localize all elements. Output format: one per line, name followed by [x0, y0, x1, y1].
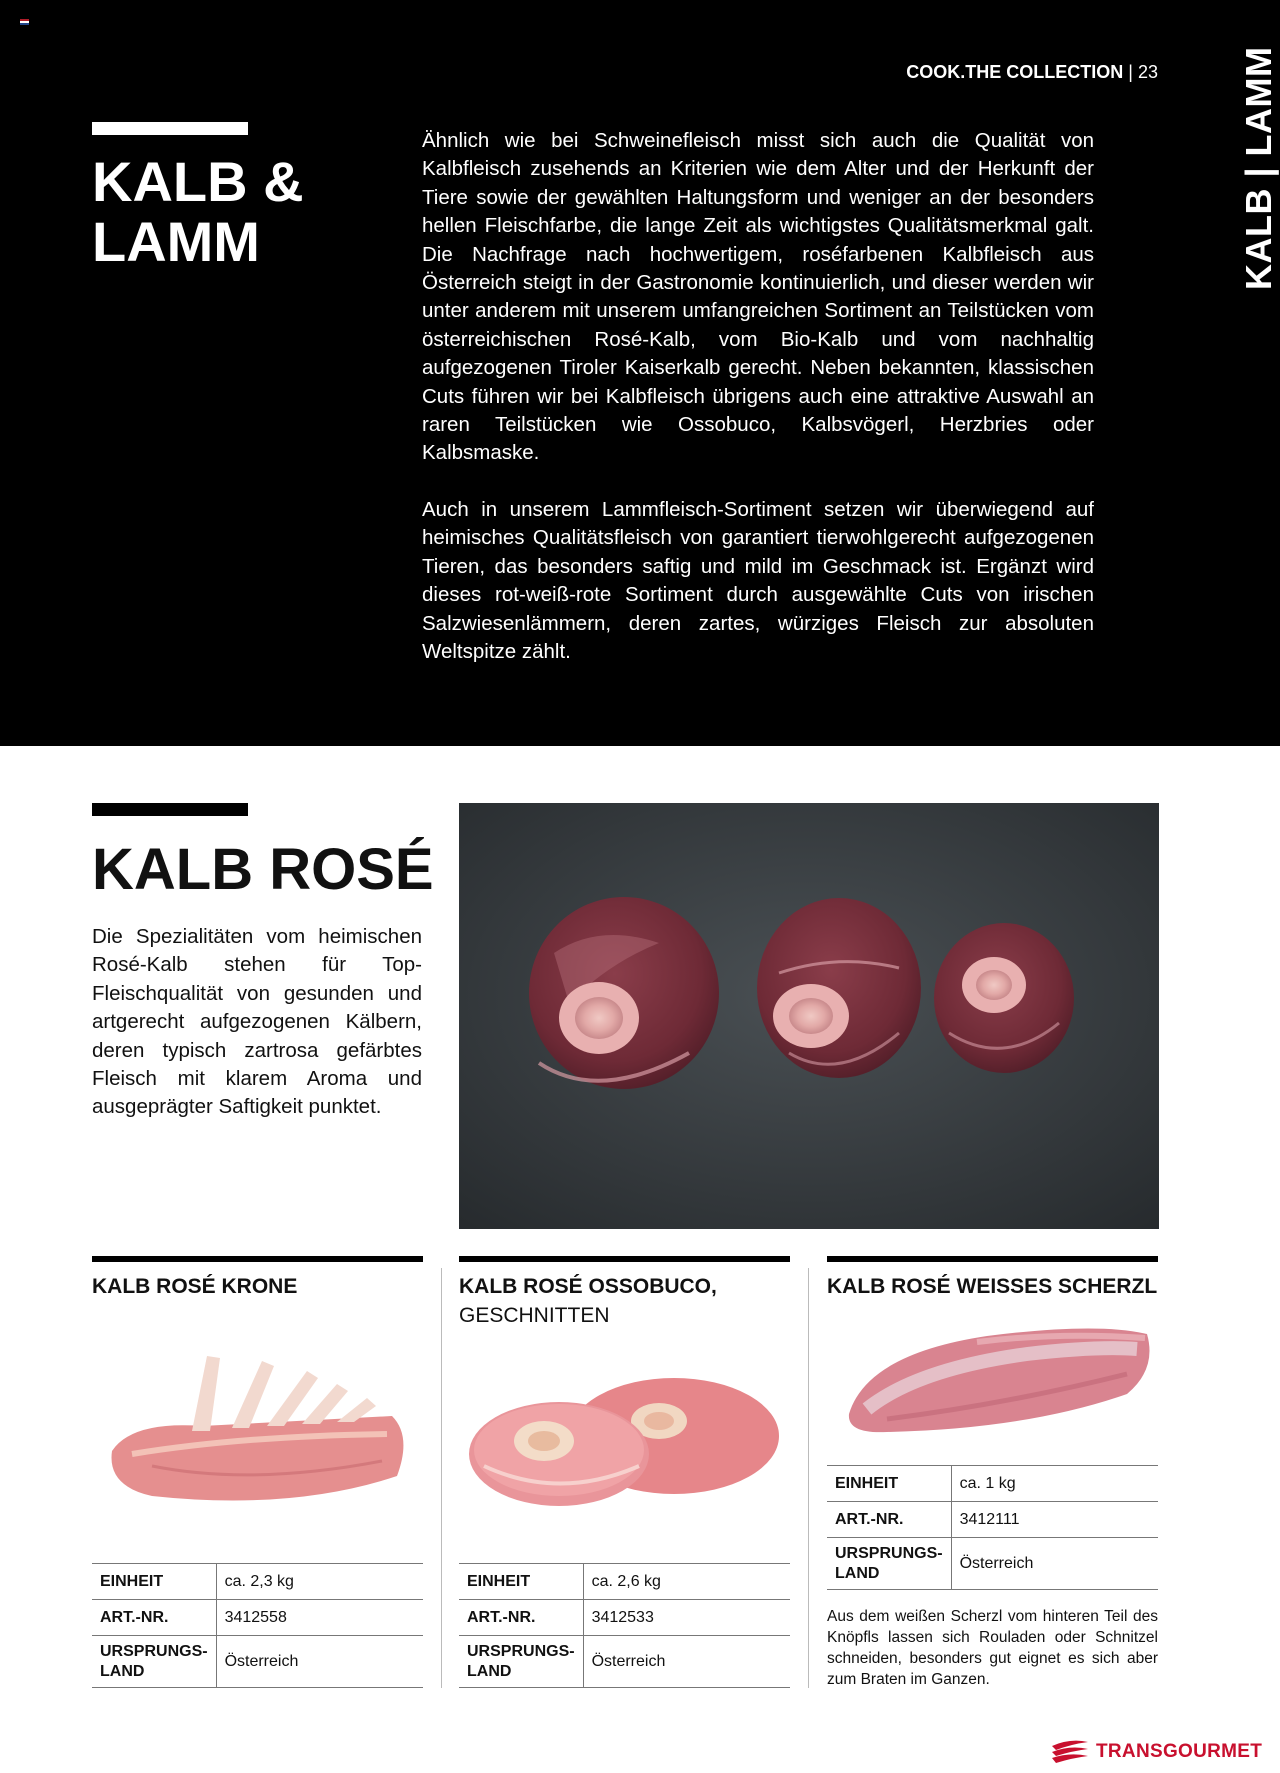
spec-value-origin: Österreich: [583, 1636, 790, 1688]
product-rule: [459, 1256, 790, 1262]
intro-paragraph: Ähnlich wie bei Schweinefleisch misst sich auch die Qualität von Kalbfleisch zusehends an Kriterien wie dem Alter und der Herkunft der Tiere sowie der gewählten Haltungsform und weniger an der besonders hellen Fleischfarbe, die lange Zeit als wichtigstes Qualitätsmerkmal galt. Die Nachfrage nach hochwertigem, roséfarbenen Kalbfleisch aus Österreich steigt in der Gastronomie kontinuierlich, und dieser werden wir unter anderem mit unserem umfangreichen Sortiment an Teilstücken vom österreichischen Rosé-Kalb, vom Bio-Kalb und vom nachhaltig aufgezogenen Tiroler Kaiserkalb gerecht. Neben bekannten, klassischen Cuts führen wir bei Kalbfleisch übrigens auch eine attraktive Auswahl an raren Teilstücken wie Ossobuco, Kalbsvögerl, Herzbries oder Kalbsmaske.: [422, 129, 1094, 465]
spec-label: EINHEIT: [459, 1564, 583, 1600]
spec-label: URSPRUNGS-LAND: [92, 1636, 216, 1688]
product-kalb-rose-krone: [92, 1256, 423, 1696]
product-kalb-rose-ossobuco: [459, 1256, 790, 1696]
brand-name: TRANSGOURMET: [1096, 1741, 1263, 1762]
spec-row-article: [92, 1600, 423, 1636]
product-kalb-rose-weisses-scherzl: [827, 1256, 1158, 1696]
product-title: KALB ROSÉ WEISSES SCHERZL: [827, 1275, 1158, 1298]
spec-row-unit: [827, 1466, 1158, 1502]
veal-rack-photo: [92, 1336, 423, 1516]
spec-value-unit: ca. 1 kg: [951, 1466, 1158, 1502]
spec-label: URSPRUNGS-LAND: [827, 1538, 951, 1590]
product-title: KALB ROSÉ KRONE: [92, 1275, 298, 1298]
product-rule: [92, 1256, 423, 1262]
spec-label: URSPRUNGS-LAND: [459, 1636, 583, 1688]
kalb-rose-text: Die Spezialitäten vom heimischen Rosé-Kalb stehen für Top-Fleischqualität von gesunden und artgerecht aufgezogenen Kälbern, deren typisch zartrosa gefärbtes Fleisch mit klarem Aroma und ausgeprägter Saftigkeit punktet.: [92, 925, 422, 1119]
spec-row-article: [459, 1600, 790, 1636]
product-subtitle: GESCHNITTEN: [459, 1304, 610, 1327]
spec-label: EINHEIT: [827, 1466, 951, 1502]
austria-flag-icon: [20, 19, 29, 25]
running-head: [906, 62, 1158, 83]
intro-paragraph: Auch in unserem Lammfleisch-Sortiment setzen wir überwiegend auf heimisches Qualitätsfleisch von garantiert tierwohlgerecht aufgezogenen Tieren, das besonders saftig und mild im Geschmack ist. Ergänzt wird dieses rot-weiß-rote Sortiment durch ausgewählte Cuts von irischen Salzwiesenlämmern, deren zartes, würziges Fleisch zur absoluten Weltspitze zählt.: [422, 497, 1094, 663]
spec-value-unit: ca. 2,6 kg: [583, 1564, 790, 1600]
ossobuco-hero-photo: [459, 803, 1159, 1229]
weisses-scherzl-photo: [827, 1314, 1158, 1454]
spec-value-unit: ca. 2,3 kg: [216, 1564, 423, 1600]
page-number: 23: [1137, 62, 1158, 82]
section-title: KALB & LAMM: [92, 150, 304, 273]
spec-value-origin: Österreich: [216, 1636, 423, 1688]
product-description: Aus dem weißen Scherzl vom hinteren Teil des Knöpfls lassen sich Rouladen oder Schnitzel schneiden, besonders gut eignet es sich aber zum Braten im Ganzen.: [827, 1608, 1158, 1688]
intro-text: [422, 127, 1094, 666]
spec-value-origin: Österreich: [951, 1538, 1158, 1590]
spec-value-article: 3412533: [583, 1600, 790, 1636]
running-head-separator: |: [1128, 62, 1133, 82]
spec-row-unit: [459, 1564, 790, 1600]
title-rule: [92, 122, 248, 135]
product-spec-table: [459, 1563, 790, 1688]
intro-section: [0, 0, 1280, 746]
ossobuco-cut-photo: [459, 1366, 790, 1516]
publication-title: COOK.THE COLLECTION: [906, 62, 1124, 82]
product-spec-table: [92, 1563, 423, 1688]
product-title: KALB ROSÉ OSSOBUCO,: [459, 1275, 717, 1298]
column-divider: [441, 1268, 442, 1688]
spec-value-article: 3412111: [951, 1502, 1158, 1538]
spec-row-origin: [827, 1538, 1158, 1590]
spec-row-unit: [92, 1564, 423, 1600]
spec-label: ART.-NR.: [827, 1502, 951, 1538]
kalb-rose-title: KALB ROSÉ: [92, 837, 434, 902]
spec-value-article: 3412558: [216, 1600, 423, 1636]
spec-row-origin: [92, 1636, 423, 1688]
spec-label: ART.-NR.: [92, 1600, 216, 1636]
transgourmet-logo: [1050, 1738, 1262, 1766]
kalb-rose-rule: [92, 803, 248, 816]
chapter-side-tab: KALB | LAMM: [1238, 46, 1279, 290]
spec-label: EINHEIT: [92, 1564, 216, 1600]
spec-row-origin: [459, 1636, 790, 1688]
spec-row-article: [827, 1502, 1158, 1538]
product-spec-table: [827, 1465, 1158, 1590]
product-rule: [827, 1256, 1158, 1262]
spec-label: ART.-NR.: [459, 1600, 583, 1636]
column-divider: [808, 1268, 809, 1688]
transgourmet-swoosh-icon: [1050, 1738, 1090, 1766]
